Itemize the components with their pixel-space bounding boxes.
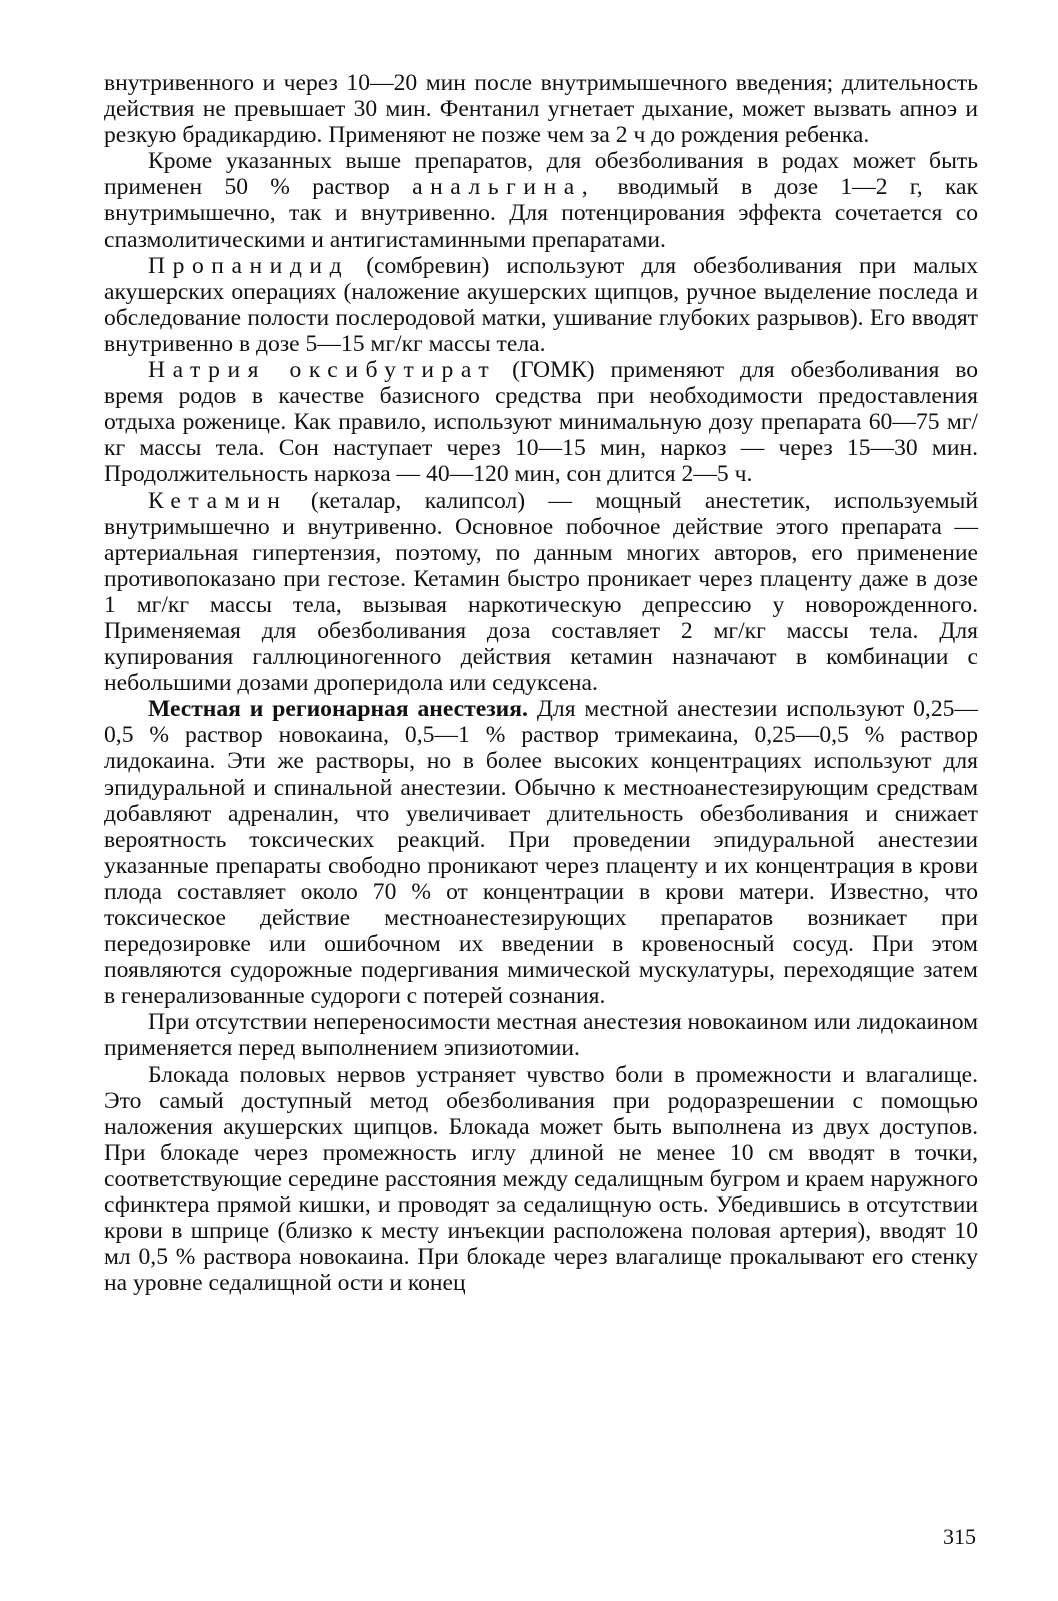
drug-name-spaced: Пропанидид [148, 252, 350, 279]
paragraph-episiotomy [104, 1009, 978, 1061]
page-number: 315 [943, 1524, 976, 1549]
paragraph-text: (ГОМК) применяют для обезболивания во время родов в качестве базисного средства при необходимости предоставления отдыха роженице. Как правило, используют минимальную дозу препарата 60—75 мг/кг массы тела. Сон наступает через 10—15 мин, наркоз — через 15—30 мин. Продолжительность наркоза — 40—120 мин, сон длится 2—5 ч. [104, 357, 979, 488]
paragraph-text: При отсутствии непереносимости местная анестезия новокаином или лидокаином применяется перед выполнением эпизиотомии. [104, 1009, 978, 1062]
paragraph-propanidid [104, 253, 978, 357]
paragraph-text: (сомбревин) используют для обезболивания при малых акушерских операциях (наложение акушерских щипцов, ручное выделение последа и обследование полости послеродовой матки, ушивание глубоких разрывов). Его вводят внутривенно в дозе 5—15 мг/кг массы тела. [104, 252, 978, 357]
drug-name-spaced: Натрия оксибутират [148, 357, 497, 384]
section-heading: Местная и регионарная анестезия. [148, 696, 528, 723]
paragraph-analgin [104, 148, 978, 252]
body-text [104, 70, 978, 1296]
paragraph-local-anesthesia [104, 696, 978, 1009]
paragraph-text: Кроме указанных выше препаратов, для обезболивания в родах может быть применен 50 % раствор [104, 148, 978, 201]
paragraph-ketamine [104, 488, 978, 697]
paragraph-continuation [104, 70, 978, 148]
paragraph-nerve-block [104, 1062, 978, 1297]
paragraph-text: (кеталар, калипсол) — мощный анестетик, используемый внутримышечно и внутривенно. Основное побочное действие этого препарата — артериальная гипертензия, поэтому, по данным многих авторов, его применение противопоказано при гестозе. Кетамин быстро проникает через плаценту даже в дозе 1 мг/кг массы тела, вызывая наркотическую депрессию у новорожденного. Применяемая для обезболивания доза составляет 2 мг/кг массы тела. Для купирования галлюциногенного действия кетамин назначают в комбинации с небольшими дозами дроперидола или седуксена. [104, 487, 978, 697]
drug-name-spaced: анальгина, [412, 174, 596, 201]
paragraph-text: внутривенного и через 10—20 мин после внутримышечного введения; длительность действия не превышает 30 мин. Фентанил угнетает дыхание, может вызвать апноэ и резкую брадикардию. Применяют не позже чем за 2 ч до рождения ребенка. [104, 70, 978, 149]
paragraph-oxybutyrate [104, 357, 978, 487]
paragraph-text: вводимый в дозе 1—2 г, как внутримышечно, так и внутривенно. Для потенцирования эффекта сочетается со спазмолитическими и антигистаминными препаратами. [104, 174, 978, 253]
drug-name-spaced: Кетамин [148, 487, 288, 514]
paragraph-text: Блокада половых нервов устраняет чувство боли в промежности и влагалище. Это самый доступный метод обезболивания при родоразрешении с помощью наложения акушерских щипцов. Блокада может быть выполнена из двух доступов. При блокаде через промежность иглу длиной не менее 10 см вводят в точки, соответствующие середине расстояния между седалищным бугром и краем наружного сфинктера прямой кишки, и проводят за седалищную ость. Убедившись в отсутствии крови в шприце (близко к месту инъекции расположена половая артерия), вводят 10 мл 0,5 % раствора новокаина. При блокаде через влагалище прокалывают его стенку на уровне седалищной ости и конец [104, 1061, 978, 1297]
paragraph-text: Для местной анестезии используют 0,25—0,5 % раствор новокаина, 0,5—1 % раствор тримекаина, 0,25—0,5 % раствор лидокаина. Эти же растворы, но в более высоких концентрациях используют для эпидуральной и спинальной анестезии. Обычно к местноанестезирующим средствам добавляют адреналин, что увеличивает длительность обезболивания и снижает вероятность токсических реакций. При проведении эпидуральной анестезии указанные препараты свободно проникают через плаценту и их концентрация в крови плода составляет около 70 % от концентрации в крови матери. Известно, что токсическое действие местноанестезирующих препаратов возникает при передозировке или ошибочном их введении в кровеносный сосуд. При этом появляются судорожные подергивания мимической мускулатуры, переходящие затем в генерализованные судороги с потерей сознания. [104, 696, 979, 1010]
